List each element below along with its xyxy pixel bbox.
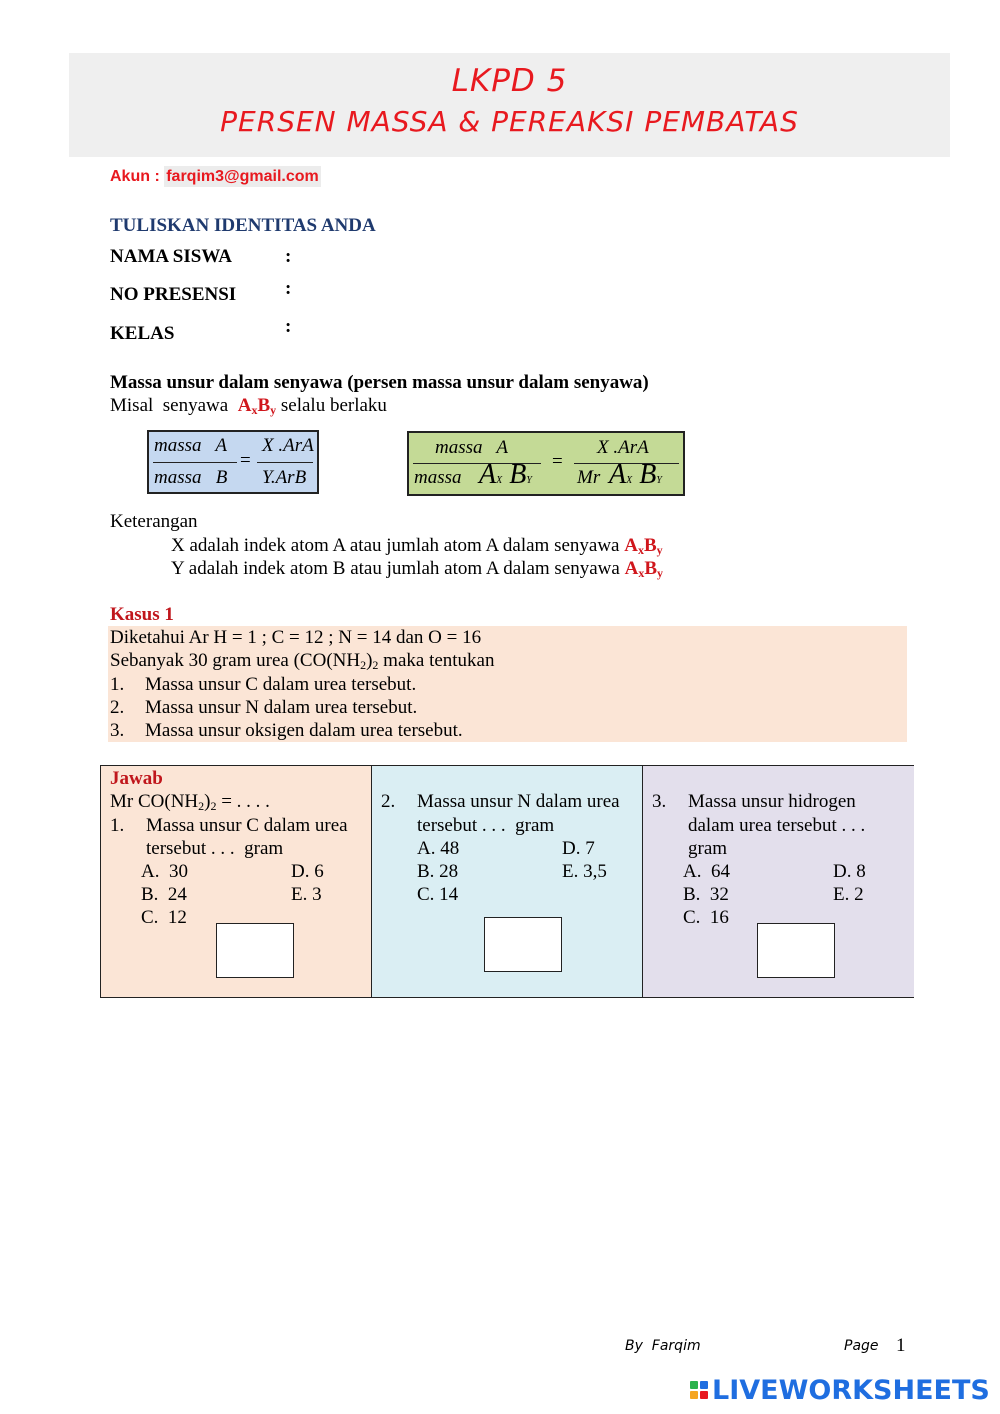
liveworksheets-brand: LIVEWORKSHEETS [712, 1374, 990, 1406]
q2-text-line2: tersebut . . . gram [417, 815, 555, 836]
q2-number: 2. [381, 791, 396, 812]
q3-option-c: C. 16 [683, 907, 729, 928]
fraction-line [153, 462, 237, 463]
q3-option-a: A. 64 [683, 861, 730, 882]
q3-text-line3: gram [688, 838, 728, 859]
field-label-kelas: KELAS [110, 323, 175, 344]
field-label-presensi: NO PRESENSI [110, 284, 237, 305]
answer-table [100, 765, 914, 998]
field-label-nama: NAMA SISWA [110, 246, 232, 267]
field-colon-nama: : [285, 246, 292, 267]
q1-text-line1: Massa unsur C dalam urea [146, 815, 348, 836]
formula2-eq: = [552, 451, 563, 472]
theory-intro: Misal senyawa $A_xB_y$ selalu berlaku [110, 395, 387, 417]
theory-heading: Massa unsur dalam senyawa (persen massa unsur dalam senyawa) [110, 372, 649, 393]
kasus-item-num: 1. [110, 674, 125, 695]
account-line [110, 168, 321, 186]
formula1-num-right: X .ArA [262, 435, 314, 456]
kasus-item-text: Massa unsur N dalam urea tersebut. [145, 697, 418, 718]
footer-author: By Farqim [625, 1338, 701, 1354]
formula2-den-left: massa [414, 467, 462, 488]
q2-option-b: B. 28 [417, 861, 459, 882]
footer-page-number: 1 [896, 1335, 906, 1356]
formula2-num-right: X .ArA [597, 437, 649, 458]
account-label: Akun : [110, 168, 165, 185]
q1-option-c: C. 12 [141, 907, 187, 928]
q3-text-line2: dalam urea tersebut . . . [688, 815, 866, 836]
q3-number: 3. [652, 791, 667, 812]
title-banner [69, 53, 950, 157]
kasus-question: Sebanyak 30 gram urea ($CO(NH_2)_2$ maka tentukan [110, 650, 495, 672]
formula2-ax: AX BY [479, 459, 532, 490]
q3-option-e: E. 2 [833, 884, 864, 905]
q1-option-e: E. 3 [291, 884, 322, 905]
formula2-den-right: Mr [577, 467, 601, 488]
q3-answer-box[interactable] [757, 923, 835, 978]
q1-text-line2: tersebut . . . gram [146, 838, 284, 859]
q3-text-line1: Massa unsur hidrogen [688, 791, 856, 812]
formula1-den-left: massa B [154, 467, 228, 488]
q2-answer-box[interactable] [484, 917, 562, 972]
mr-question: Mr $CO(NH_2)_2$ = . . . . [110, 791, 270, 813]
worksheet-title: LKPD 5 [451, 63, 568, 99]
q1-option-a: A. 30 [141, 861, 188, 882]
kasus-title: Kasus 1 [110, 604, 174, 625]
kasus-item-text: Massa unsur C dalam urea tersebut. [145, 674, 417, 695]
formula-mass-ratio [147, 430, 319, 494]
fraction-line [257, 462, 313, 463]
liveworksheets-icon [690, 1381, 708, 1399]
account-email: farqim3@gmail.com [166, 168, 319, 185]
keterangan-y: Y adalah indek atom B atau jumlah atom A dalam senyawa $A_xB_y$ [171, 558, 664, 580]
jawab-title: Jawab [110, 768, 163, 789]
formula2-num-left: massa A [435, 437, 509, 458]
compound-formula: $A_xB_y$ [237, 395, 277, 417]
q1-option-d: D. 6 [291, 861, 324, 882]
q3-option-d: D. 8 [833, 861, 866, 882]
kasus-given: Diketahui Ar H = 1 ; C = 12 ; N = 14 dan O = 16 [110, 627, 482, 648]
q1-answer-box[interactable] [216, 923, 294, 978]
worksheet-subtitle: PERSEN MASSA & PEREAKSI PEMBATAS [220, 105, 799, 138]
formula1-den-right: Y.ArB [262, 467, 307, 488]
q2-text-line1: Massa unsur N dalam urea [417, 791, 620, 812]
kasus-item-text: Massa unsur oksigen dalam urea tersebut. [145, 720, 463, 741]
q1-number: 1. [110, 815, 125, 836]
keterangan-label: Keterangan [110, 511, 198, 532]
q2-option-d: D. 7 [562, 838, 595, 859]
q2-option-e: E. 3,5 [562, 861, 607, 882]
field-colon-kelas: : [285, 316, 292, 337]
q2-option-c: C. 14 [417, 884, 459, 905]
formula2-ax-den: AX BY [609, 459, 662, 490]
answer-column-2 [372, 766, 643, 997]
kasus-item-num: 2. [110, 697, 125, 718]
q1-option-b: B. 24 [141, 884, 187, 905]
formula-mass-fraction [407, 431, 685, 496]
footer-page-label: Page [844, 1338, 879, 1354]
q3-option-b: B. 32 [683, 884, 729, 905]
answer-column-1 [101, 766, 372, 997]
answer-column-3 [643, 766, 914, 997]
q2-option-a: A. 48 [417, 838, 460, 859]
formula1-num-left: massa A [154, 435, 228, 456]
field-colon-presensi: : [285, 278, 292, 299]
liveworksheets-logo[interactable] [690, 1374, 990, 1406]
identity-heading: TULISKAN IDENTITAS ANDA [110, 215, 376, 236]
formula1-eq: = [240, 450, 251, 471]
kasus-item-num: 3. [110, 720, 125, 741]
keterangan-x: X adalah indek atom A atau jumlah atom A dalam senyawa $A_xB_y$ [171, 535, 663, 557]
